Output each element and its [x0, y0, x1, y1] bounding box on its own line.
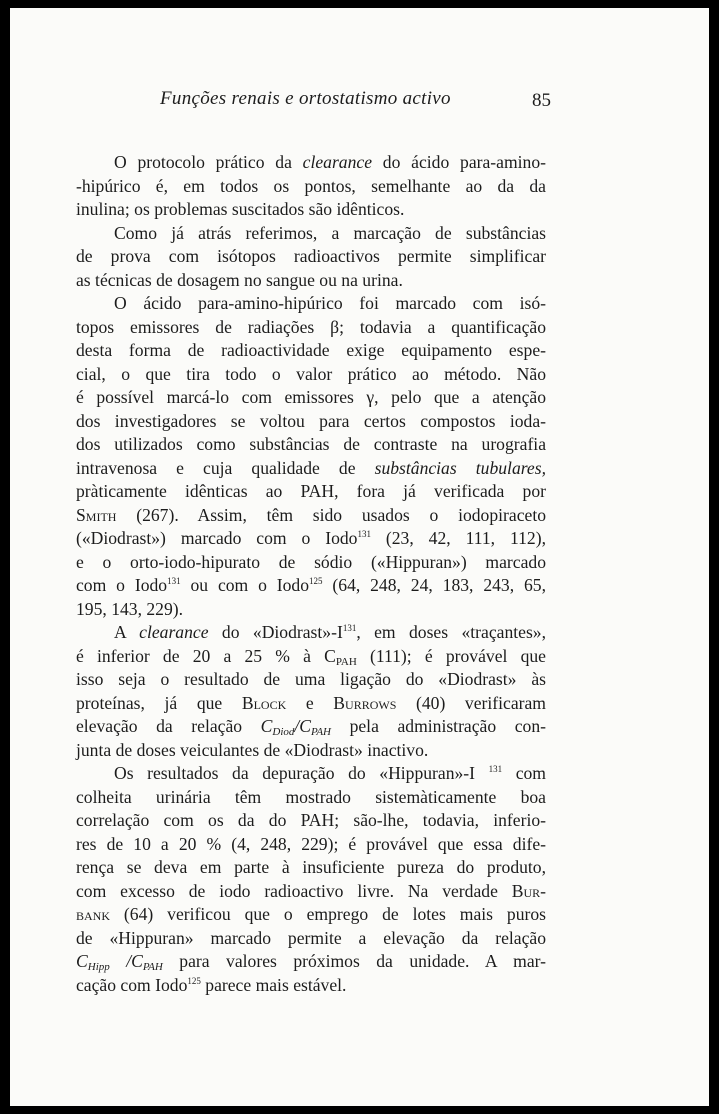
text-line: Smith (267). Assim, têm sido usados o iodopiraceto [76, 504, 546, 525]
text-line: dos utilizados como substâncias de contraste na urografia [76, 434, 546, 454]
body-text [76, 151, 546, 997]
text-line: isso seja o resultado de uma ligação do «Diodrast» às [76, 669, 546, 689]
text-line: Os resultados da depuração do «Hippuran»-I $^{131}$ com [114, 763, 546, 783]
text-line: as técnicas de dosagem no sangue ou na urina. [76, 269, 403, 290]
text-line: de prova com isótopos radioactivos permite simplificar [76, 246, 546, 266]
text-line: Como já atrás referimos, a marcação de substâncias [114, 222, 546, 243]
text-line: -hipúrico é, em todos os pontos, semelhante ao da da [76, 175, 546, 196]
text-line: é inferior de 20 a 25 % à $C_{PAH}$ (111); é provável que [76, 645, 546, 668]
text-line: $C_{Hipp}$ $/C_{PAH}$ para valores próximos da unidade. A mar- [76, 951, 547, 973]
text-line: e o orto-iodo-hipurato de sódio («Hippuran») marcado [76, 551, 546, 572]
text-line: bank (64) verificou que o emprego de lotes mais puros [76, 904, 546, 924]
author-name: Smith [76, 504, 117, 525]
author-name: Burrows [333, 692, 397, 713]
text-line: correlação com os da do PAH; são-lhe, todavia, inferio- [76, 810, 546, 830]
text-line: com excesso de iodo radioactivo livre. Na verdade Bur- [76, 880, 546, 901]
book-page [10, 8, 709, 1106]
text-line: é possível marcá-lo com emissores γ, pelo que a atenção [76, 387, 546, 407]
text-line: elevação da relação $C_{Diod}/C_{PAH}$ pela administração con- [76, 716, 546, 738]
author-name: Bur- [511, 880, 546, 901]
text-line: colheita urinária têm mostrado sistemàticamente boa [76, 786, 546, 807]
text-line: pràticamente idênticas ao PAH, fora já verificada por [76, 481, 546, 501]
text-line: res de 10 a 20 % (4, 248, 229); é provável que essa dife- [76, 833, 546, 854]
text-line: O ácido para-amino-hipúrico foi marcado com isó- [114, 293, 546, 313]
text-line: topos emissores de radiações β; todavia a quantificação [76, 316, 546, 337]
text-line: desta forma de radioactividade exige equipamento espe- [76, 340, 546, 360]
text-line: dos investigadores se voltou para certos compostos ioda- [76, 410, 546, 431]
text-line: O protocolo prático da clearance do ácido para-amino- [114, 152, 546, 172]
running-head: Funções renais e ortostatismo activo [160, 88, 451, 109]
text-line: inulina; os problemas suscitados são idênticos. [76, 199, 405, 219]
text-line: com o Iodo$^{131}$ ou com o Iodo$^{125}$ (64, 248, 24, 183, 243, 65, [76, 575, 546, 595]
text-line: A clearance do «$Diodrast»-I^{131}$, em doses «traçantes», [114, 622, 546, 642]
author-name: Block [241, 692, 287, 713]
text-line: intravenosa e cuja qualidade de substâncias tubulares, [76, 457, 546, 478]
text-line: cial, o que tira todo o valor prático ao método. Não [76, 363, 546, 384]
text-line: cação com Iodo$^{125}$ parece mais estável. [76, 974, 347, 995]
author-name: bank [76, 904, 111, 924]
page-number: 85 [532, 90, 551, 111]
text-line: 195, 143, 229). [76, 598, 184, 619]
text-line: rença se deva em parte à insuficiente pureza do produto, [76, 857, 546, 877]
text-line: («Diodrast») marcado com o Iodo$^{131}$ (23, 42, 111, 112), [76, 528, 546, 548]
text-line: proteínas, já que Block e Burrows (40) verificaram [76, 692, 546, 713]
text-line: de «Hippuran» marcado permite a elevação da relação [76, 927, 546, 948]
text-line: junta de doses veiculantes de «Diodrast» inactivo. [76, 739, 429, 760]
